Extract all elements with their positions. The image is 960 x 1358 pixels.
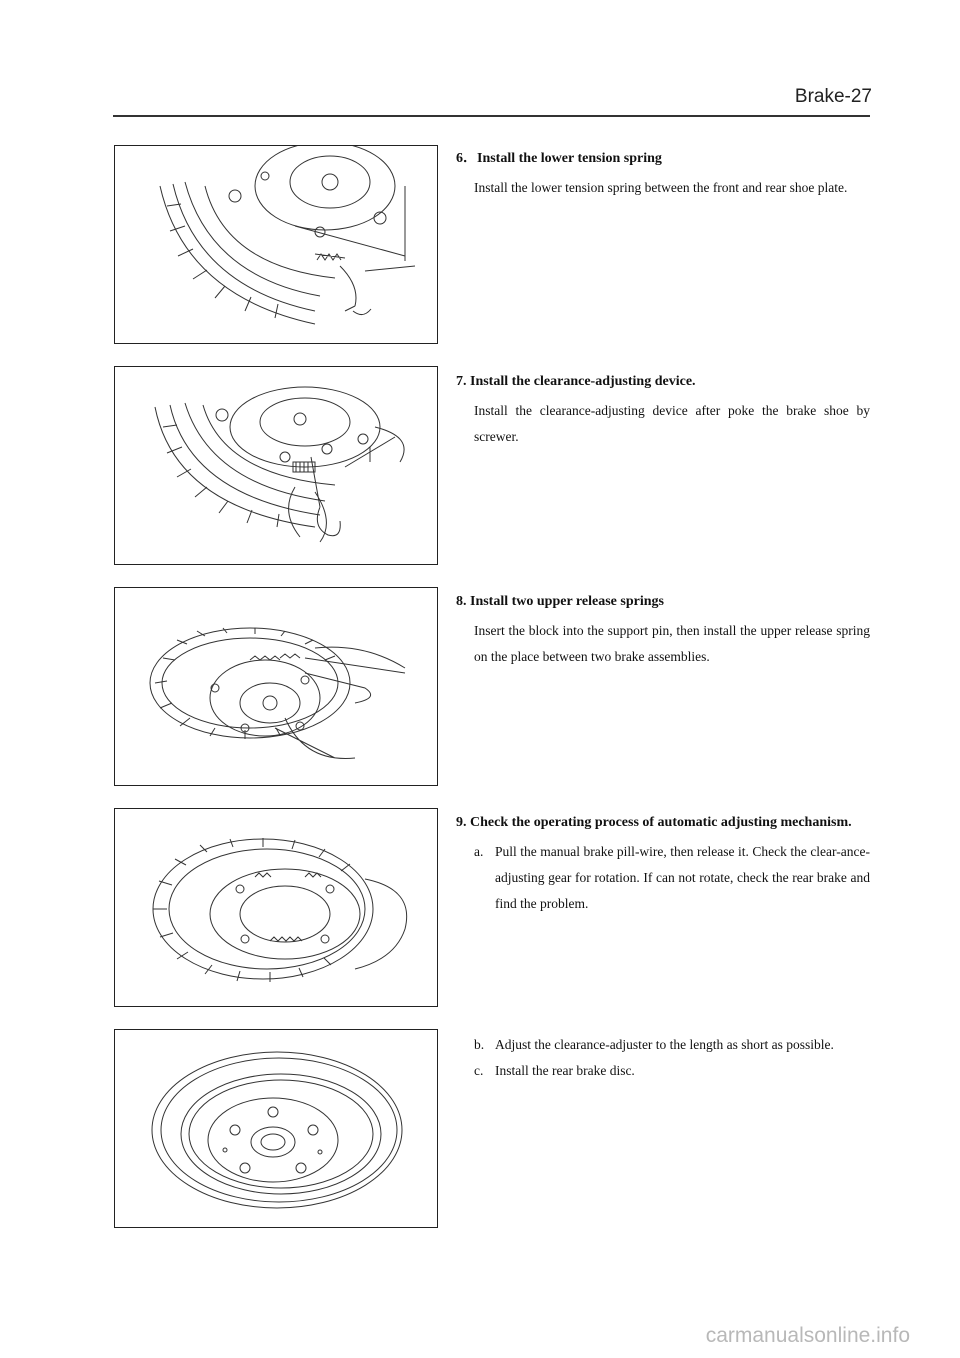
step-9-continued [456, 1032, 870, 1084]
substep-label: b. [474, 1037, 485, 1052]
step-9 [456, 815, 870, 917]
figure-clearance-device [114, 366, 438, 565]
figure-lower-spring [114, 145, 438, 344]
figure-adjusting-mechanism [114, 808, 438, 1007]
step-7 [456, 374, 870, 450]
step-body: Insert the block into the support pin, then install the upper release spring on the place between two brake assemblies. [474, 623, 870, 664]
substep-b [456, 1032, 870, 1058]
step-body: Install the lower tension spring between the front and rear shoe plate. [474, 180, 848, 195]
step-title: 7. Install the clearance-adjusting device. [456, 374, 696, 389]
step-title: 6．Install the lower tension spring [456, 151, 662, 166]
step-body: Install the clearance-adjusting device after poke the brake shoe by screwer. [474, 403, 870, 444]
substep-label: a. [474, 844, 484, 859]
header-rule [113, 115, 870, 117]
substep-text: Adjust the clearance-adjuster to the length as short as possible. [495, 1037, 834, 1052]
substep-text: Pull the manual brake pill-wire, then release it. Check the clear-ance-adjusting gear for rotation. If can not rotate, check the rear brake and find the problem. [495, 844, 870, 911]
page-header-title: Brake-27 [794, 86, 872, 107]
watermark: carmanualsonline.info [705, 1324, 910, 1347]
substep-text: Install the rear brake disc. [495, 1063, 635, 1078]
step-title: 9. Check the operating process of automatic adjusting mechanism. [456, 815, 852, 830]
step-6 [456, 147, 870, 201]
step-8 [456, 594, 870, 670]
substep-label: c. [474, 1063, 484, 1078]
figure-upper-springs [114, 587, 438, 786]
substep-a [456, 839, 870, 917]
substep-c [456, 1058, 870, 1084]
step-title: 8. Install two upper release springs [456, 594, 664, 609]
figure-brake-disc [114, 1029, 438, 1228]
